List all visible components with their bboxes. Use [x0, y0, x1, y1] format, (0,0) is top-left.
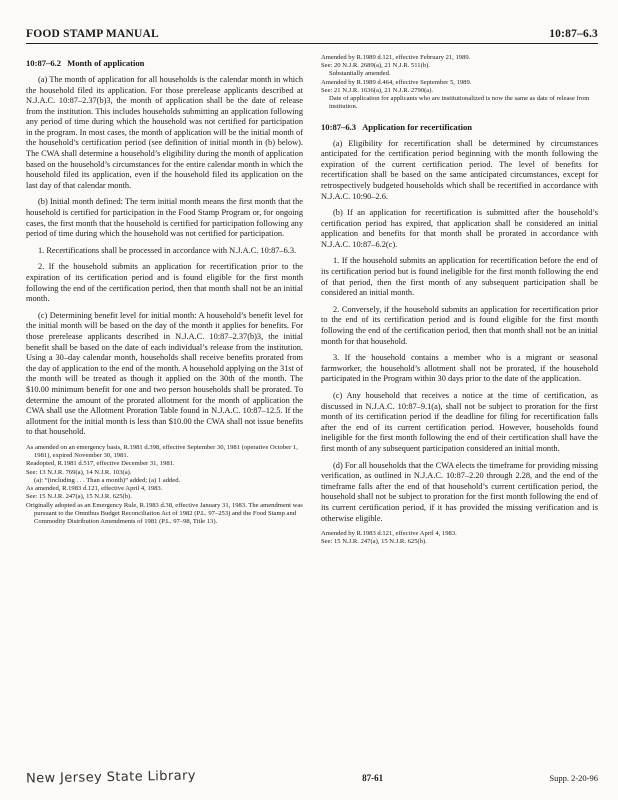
- header-section: 10:87–6.3: [549, 28, 598, 40]
- section-title: Month of application: [67, 58, 145, 68]
- note-line: See: 21 N.J.R. 1636(a), 21 N.J.R. 2790(a).: [321, 86, 434, 94]
- note-line: Originally adopted as an Emergency Rule, R.1983 d.38, effective January 31, 1983. The amendment was pursuant to the Omnibus Budget Reconciliation Act of 1982 (P.L. 97–253) and the Food Stamp and Commodity Distribution Amendments of 1981 (P.L. 97–98, Title 13).: [26, 501, 303, 526]
- note-line: As amended on an emergency basis, R.1981 d.398, effective September 30, 1981 (operative October 1, 1981), expired November 30, 1981.: [26, 443, 298, 460]
- note-line: Amended by R.1983 d.121, effective April 4, 1983.: [321, 530, 457, 538]
- note-line: Readopted, R.1981 d.517, effective December 31, 1981.: [26, 460, 175, 468]
- note-line: Amended by R.1989 d.464, effective September 5, 1989.: [321, 78, 472, 86]
- paragraph-b2: 2. If the household submits an application for recertification prior to the expiration of its certification period and is found eligible for the first month following the end of the certification period, then that month shall not be an initial month.: [26, 262, 303, 304]
- section-title: Application for recertification: [362, 121, 473, 132]
- paragraph-b1: 1. If the household submits an application for recertification before the end of its certification period but is found ineligible for the first month following the end of that period, then the first month of any subsequent participation shall be considered an initial month.: [321, 256, 598, 298]
- note-line: As amended, R.1983 d.121, effective April 4, 1983.: [26, 485, 163, 493]
- history-note-right-top: [321, 54, 598, 112]
- supplement-date: Supp. 2-20-96: [549, 772, 598, 783]
- note-line: Substantially amended.: [329, 70, 391, 78]
- paragraph-b2: 2. Conversely, if the household submits an application for recertification prior to the end of its certification period and is found eligible for the first month following the end of the certification period, then that month shall not be an initial month for that household.: [321, 304, 598, 346]
- paragraph-b: (b) Initial month defined: The term initial month means the first month that the household is certified for participation in the Food Stamp Program or, for ongoing cases, the first month that the household is certified for participation following any period of time during which the household was not certified for participation.: [26, 197, 303, 239]
- note-line: Date of application for applicants who are institutionalized is now the same as date of release from institution.: [329, 95, 590, 111]
- paragraph-b: (b) If an application for recertification is submitted after the household’s certification period has expired, that application shall be considered an initial application and benefits for that month shall be prorated in accordance with N.J.A.C. 10:87–6.2(c).: [321, 208, 598, 249]
- page-number: 87-61: [362, 772, 384, 783]
- history-note-right-bottom: [321, 530, 598, 546]
- section-number: 10:87–6.3: [321, 121, 357, 132]
- section-heading-6-2: [26, 58, 303, 69]
- note-line: See: 13 N.J.R. 769(a), 14 N.J.R. 103(a).: [26, 468, 132, 476]
- history-note-left: [26, 444, 303, 526]
- paragraph-a: (a) Eligibility for recertification shall be determined by circumstances anticipated for the certification period beginning with the month following the expiration of the current certification period. The level of benefits for recertification shall be based on the same anticipated circumstances, except for retrospectively budgeted households which shall be recertified in accordance with N.J.A.C. 10:90–2.6.: [321, 138, 598, 201]
- paragraph-c: (c) Determining benefit level for initial month: A household’s benefit level for the initial month will be based on the day of the month it applies for benefits. For those prerelease applicants described in N.J.A.C. 10:87–2.37(b)3, the initial benefit shall be based on the date of each individual’s release from the institution. Using a 30–day calendar month, households shall receive benefits prorated from the day of application to the end of the month. A household applying on the 31st of the month will be treated as though it applied on the 30th of the month. The $10.00 minimum benefit for one and two person households shall be prorated. To determine the amount of the prorated allotment for the month of application the CWA shall use the Allotment Proration Table found in N.J.A.C. 10:87–12.5. If the allotment for the initial month is less than $10.00 the CWA shall not issue benefits to that household.: [26, 310, 303, 437]
- two-column-body: [26, 54, 598, 547]
- note-line: See: 15 N.J.R. 247(a), 15 N.J.R. 625(b).: [26, 493, 132, 501]
- library-stamp: New Jersey State Library: [25, 768, 196, 787]
- section-number: 10:87–6.2: [26, 58, 62, 68]
- paragraph-c: (c) Any household that receives a notice at the time of certification, as discussed in N.J.A.C. 10:87–9.1(a), shall not be subject to proration for the first month of its certification period if the deadline for filing for recertification falls after the end of its current certification period. However, households found ineligible for the first month following the end of their certification shall have the first month of any subsequent participation considered an initial month.: [321, 391, 598, 453]
- note-line: See: 15 N.J.R. 247(a), 15 N.J.R. 625(b).: [321, 538, 427, 546]
- note-line: Amended by R.1989 d.121, effective February 21, 1989.: [321, 54, 471, 61]
- note-line: See: 20 N.J.R. 2689(a), 21 N.J.R. 511(b).: [321, 62, 430, 70]
- paragraph-b1: 1. Recertifications shall be processed in accordance with N.J.A.C. 10:87–6.3.: [38, 245, 297, 255]
- running-header: [26, 28, 598, 44]
- right-column: [321, 54, 598, 547]
- header-title: FOOD STAMP MANUAL: [26, 28, 159, 40]
- left-column: [26, 54, 303, 547]
- paragraph-d: (d) For all households that the CWA elects the timeframe for providing missing verification, as outlined in N.J.A.C. 10:87–2.20 through 2.28, and the end of the timeframe falls after the end of that household’s current certification period, the household shall not be subject to proration for the first month following the end of its current certification period, if it has provided the missing verification and is otherwise eligible.: [321, 460, 598, 523]
- note-line: (a): “(including . . . Than a month)” added; (a) 1 added.: [34, 476, 181, 484]
- paragraph-b3: 3. If the household contains a member who is a migrant or seasonal farmworker, the household’s allotment shall not be prorated, if the household participated in the Program within 30 days prior to the date of the application.: [321, 353, 598, 384]
- page-footer: [26, 770, 598, 785]
- paragraph-a: (a) The month of application for all households is the calendar month in which the household filed its application. For those prerelease applicants described at N.J.A.C. 10:87–2.37(b)3, the month of application shall be the date of release from the institution. This includes households submitting an application following any period of time during which the household was not certified for participation in the program. In most cases, the month of application will be the initial month of the household’s certification period (see definition of initial month in (b) below). The CWA shall determine a household’s eligibility during the month of application based on the household’s circumstances for the entire calendar month in which the household filed its application, even if the household filed its application on the last day of that calendar month.: [26, 74, 303, 190]
- section-heading-6-3: [321, 122, 598, 133]
